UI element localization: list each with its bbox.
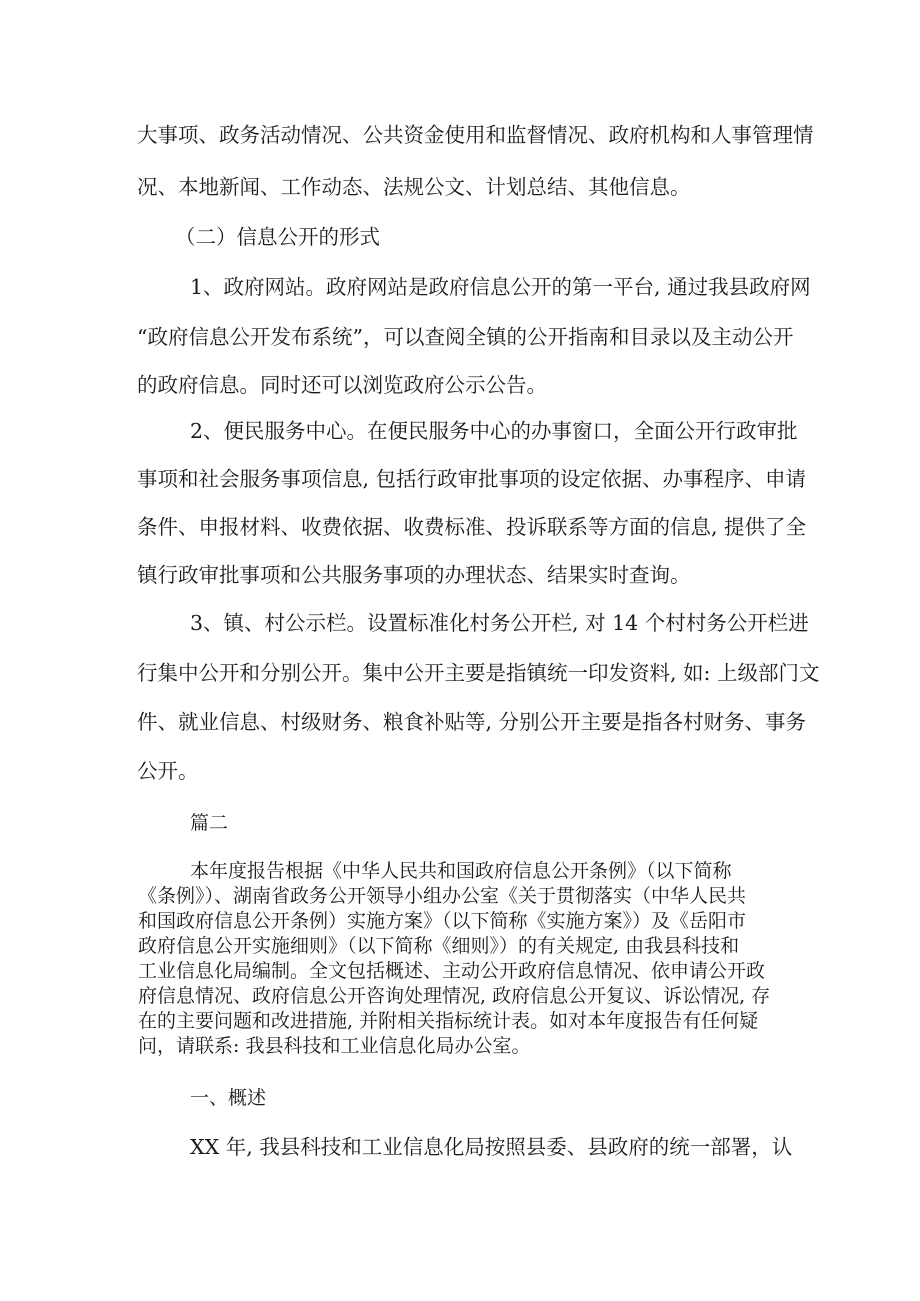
item2-line: 2、便民服务中心。在便民服务中心的办事窗口，全面公开行政审批 <box>190 419 798 443</box>
item2-line: 条件、申报材料、收费依据、收费标准、投诉联系等方面的信息, 提供了全 <box>137 515 807 539</box>
item3-line: 行集中公开和分别公开。集中公开主要是指镇统一印发资料, 如: 上级部门文 <box>137 661 820 685</box>
overview-heading: 一、概述 <box>190 1087 267 1109</box>
item1-line: 的政府信息。同时还可以浏览政府公示公告。 <box>137 373 547 397</box>
intro-line: 政府信息公开实施细则》（以下简称《细则》）的有关规定, 由我县科技和 <box>138 935 740 957</box>
intro-line: 工业信息化局编制。全文包括概述、主动公开政府信息情况、依申请公开政 <box>138 960 766 982</box>
item1-line: “政府信息公开发布系统”，可以查阅全镇的公开指南和目录以及主动公开 <box>137 325 794 349</box>
item1-line: 1、政府网站。政府网站是政府信息公开的第一平台, 通过我县政府网 <box>190 275 811 299</box>
intro-line: 本年度报告根据《中华人民共和国政府信息公开条例》（以下简称 <box>190 860 732 882</box>
subheading-forms: （二）信息公开的形式 <box>175 225 380 249</box>
intro-line: 和国政府信息公开条例）实施方案》（以下简称《实施方案》）及《岳阳市 <box>138 910 747 932</box>
intro-line: 府信息情况、政府信息公开咨询处理情况, 政府信息公开复议、诉讼情况, 存 <box>138 985 771 1007</box>
item3-line: 件、就业信息、村级财务、粮食补贴等, 分别公开主要是指各村财务、事务 <box>137 710 807 734</box>
paragraph-line: 况、本地新闻、工作动态、法规公文、计划总结、其他信息。 <box>137 175 691 199</box>
paragraph-line: 大事项、政务活动情况、公共资金使用和监督情况、政府机构和人事管理情 <box>137 123 814 147</box>
item3-line: 公开。 <box>137 759 199 783</box>
part2-heading: 篇二 <box>190 812 229 834</box>
intro-line: 问，请联系: 我县科技和工业信息化局办公室。 <box>138 1035 531 1057</box>
item2-line: 事项和社会服务事项信息, 包括行政审批事项的设定依据、办事程序、申请 <box>137 467 807 491</box>
intro-line: 在的主要问题和改进措施, 并附相关指标统计表。如对本年度报告有任何疑 <box>138 1010 759 1032</box>
intro-line: 《条例》）、湖南省政务公开领导小组办公室《关于贯彻落实（中华人民共 <box>138 885 747 907</box>
item3-line: 3、镇、村公示栏。设置标准化村务公开栏, 对 14 个村村务公开栏进 <box>190 611 809 635</box>
overview-line: XX 年, 我县科技和工业信息化局按照县委、县政府的统一部署，认 <box>190 1135 793 1159</box>
item2-line: 镇行政审批事项和公共服务事项的办理状态、结果实时查询。 <box>137 563 691 587</box>
